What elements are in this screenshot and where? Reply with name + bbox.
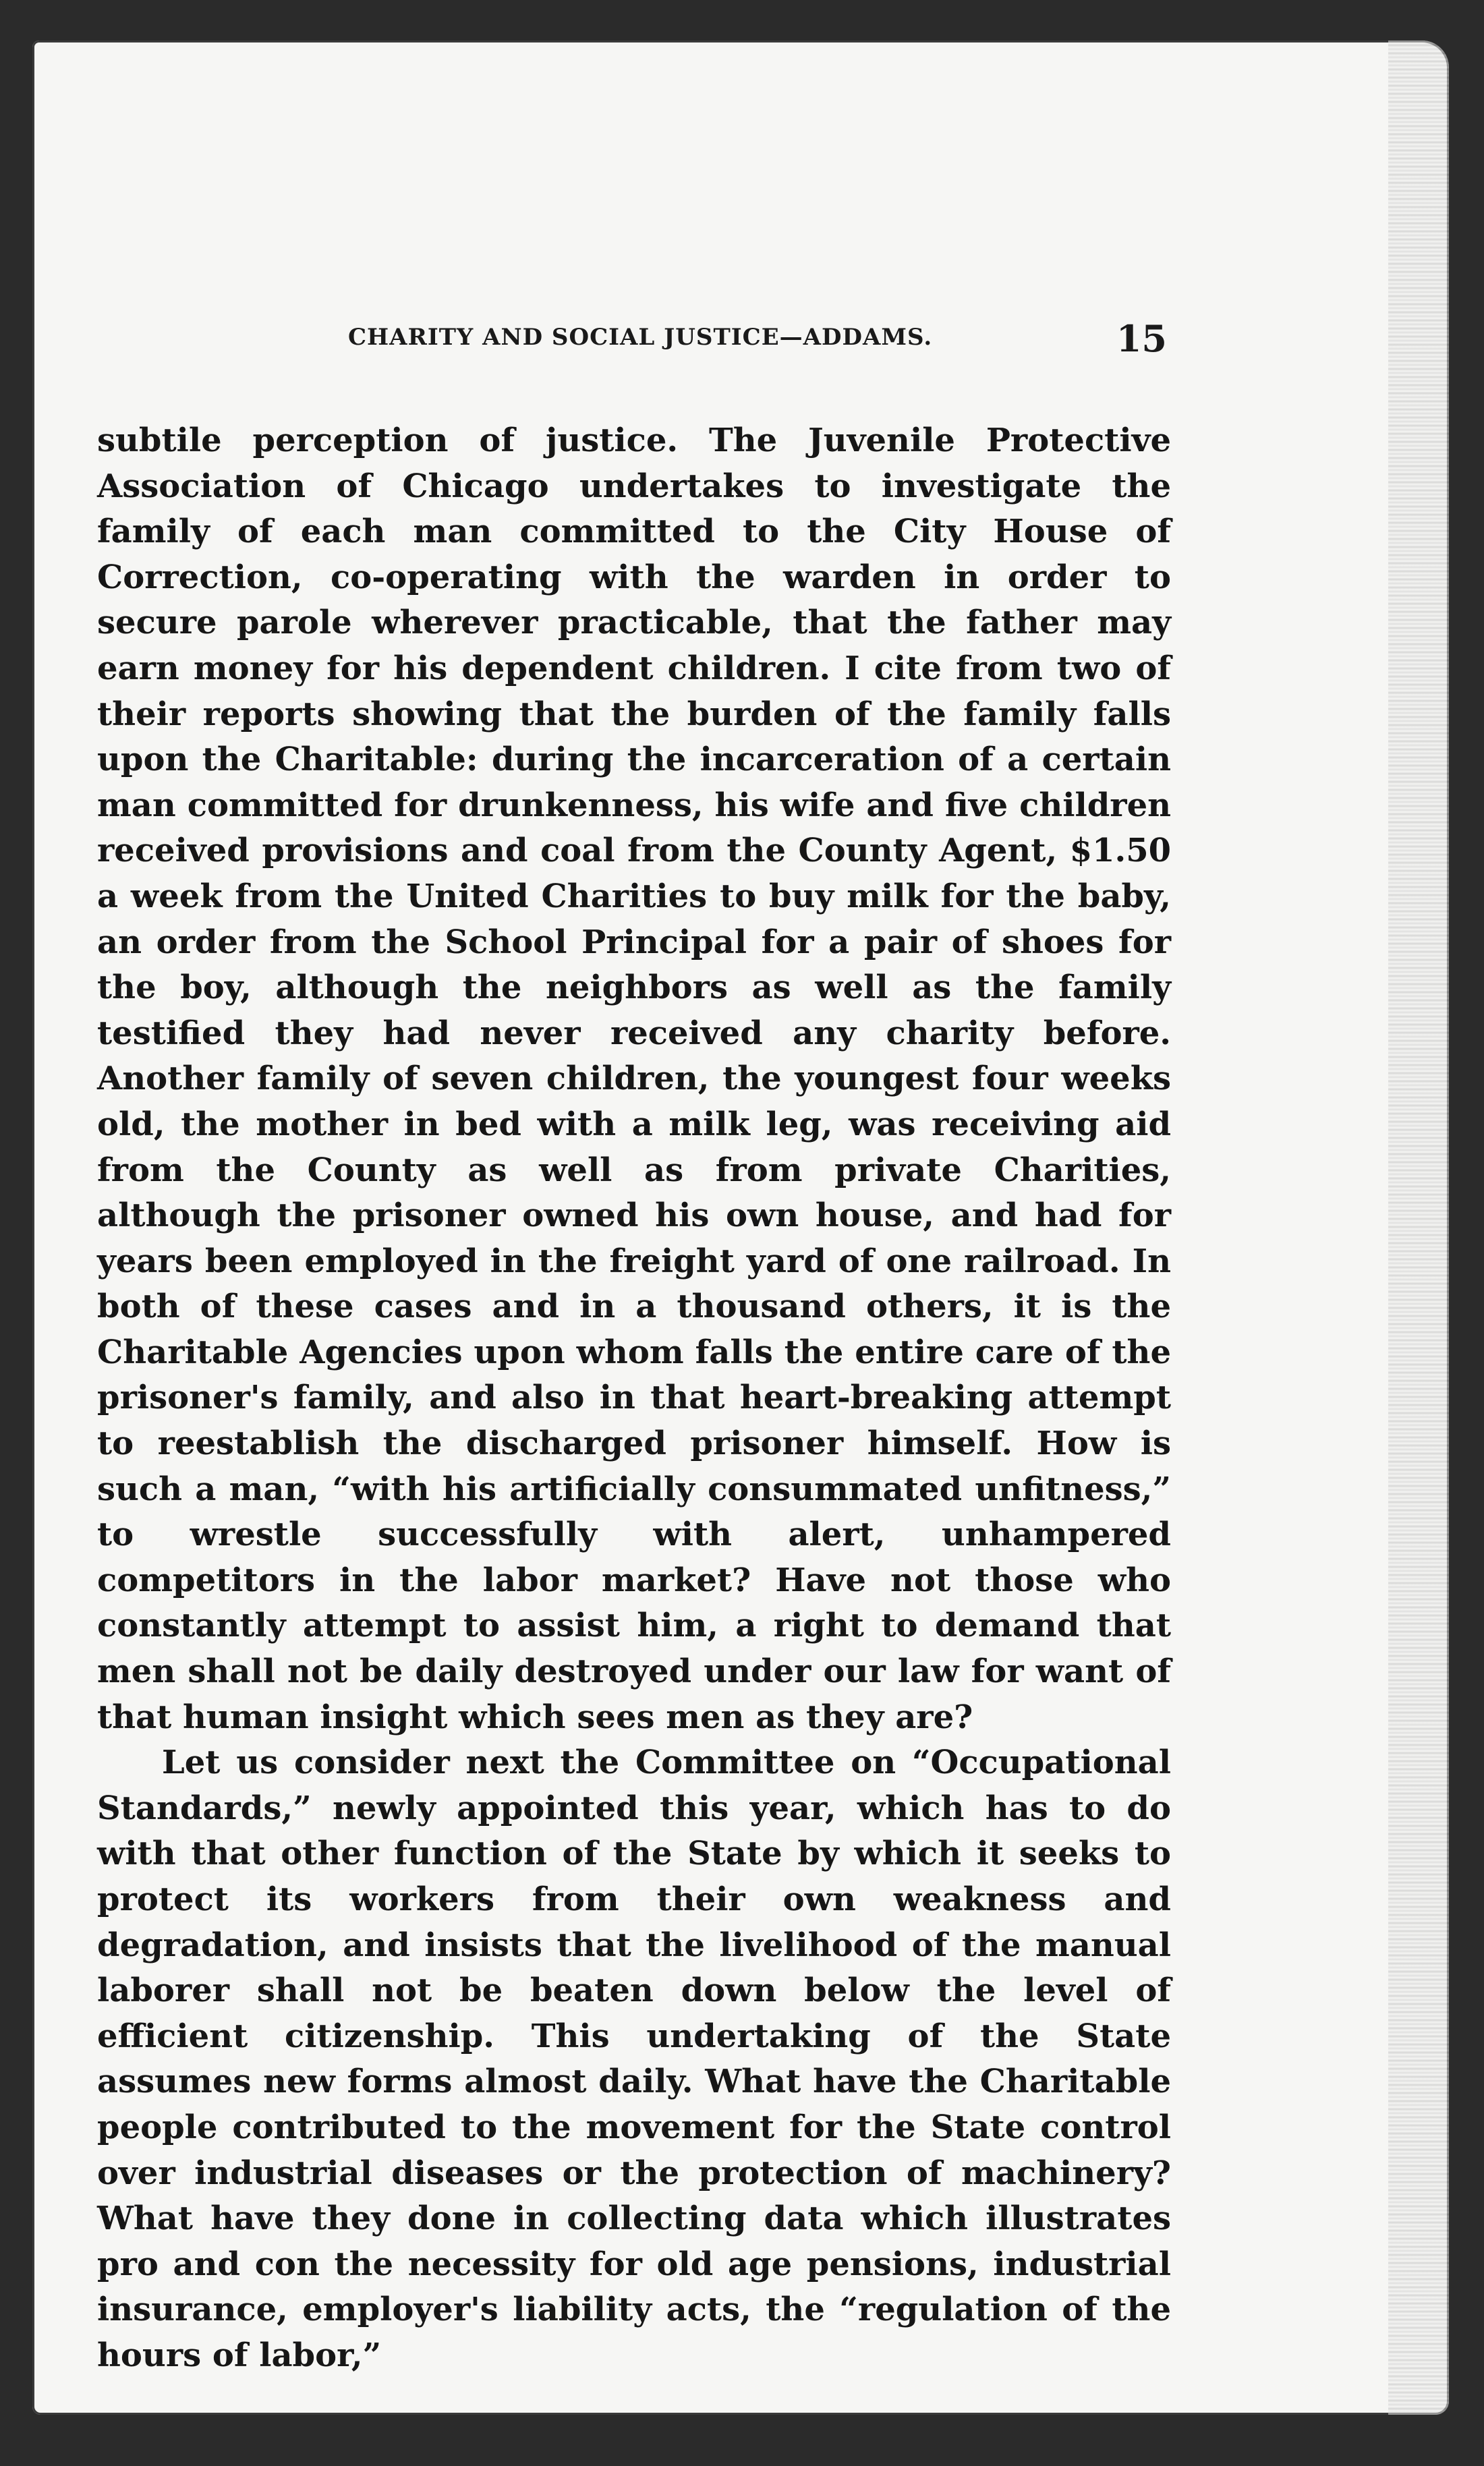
paragraph: Let us consider next the Committee on “Occupational Standards,” newly appointed this year, which has to do with that other function of the State by which it seeks to protect its workers from their own weakness and degradation, and insists that the livelihood of the manual laborer shall not be beaten down below the level of efficient citizenship. This undertaking of the State assumes new forms almost daily. What have the Charitable people contributed to the movement for the State control over industrial diseases or the protection of machinery? What have they done in collecting data which illustrates pro and con the necessity for old age pensions, industrial insurance, employer's liability acts, the “regulation of the hours of labor,” — [97, 1744, 1171, 2374]
running-head — [97, 317, 1171, 371]
page-number: 15 — [1116, 317, 1167, 360]
page-edge-shadow — [1388, 40, 1449, 2415]
body-text — [97, 418, 1171, 2379]
book-page — [32, 40, 1449, 2415]
paragraph: subtile perception of justice. The Juvenile Protective Association of Chicago undertakes to investigate the family of each man committed to the City House of Correction, co-operating with the warden in order to secure parole wherever practicable, that the father may earn money for his dependent children. I cite from two of their reports showing that the burden of the family falls upon the Charitable: during the incarceration of a certain man committed for drunkenness, his wife and five children received provisions and coal from the County Agent, $1.50 a week from the United Charities to buy milk for the baby, an order from the School Principal for a pair of shoes for the boy, although the neighbors as well as the family testified they had never received any charity before. Another family of seven children, the youngest four weeks old, the mother in bed with a milk leg, was receiving aid from the County as well as from private Charities, although the prisoner owned his own house, and had for years been employed in the freight yard of one railroad. In both of these cases and in a thousand others, it is the Charitable Agencies upon whom falls the entire care of the prisoner's family, and also in that heart-breaking attempt to reestablish the discharged prisoner himself. How is such a man, “with his artificially consummated unfitness,” to wrestle successfully with alert, unhampered competitors in the labor market? Have not those who constantly attempt to assist him, a right to demand that men shall not be daily destroyed under our law for want of that human insight which sees men as they are? — [97, 422, 1171, 1736]
running-title: CHARITY AND SOCIAL JUSTICE—ADDAMS. — [348, 324, 933, 351]
